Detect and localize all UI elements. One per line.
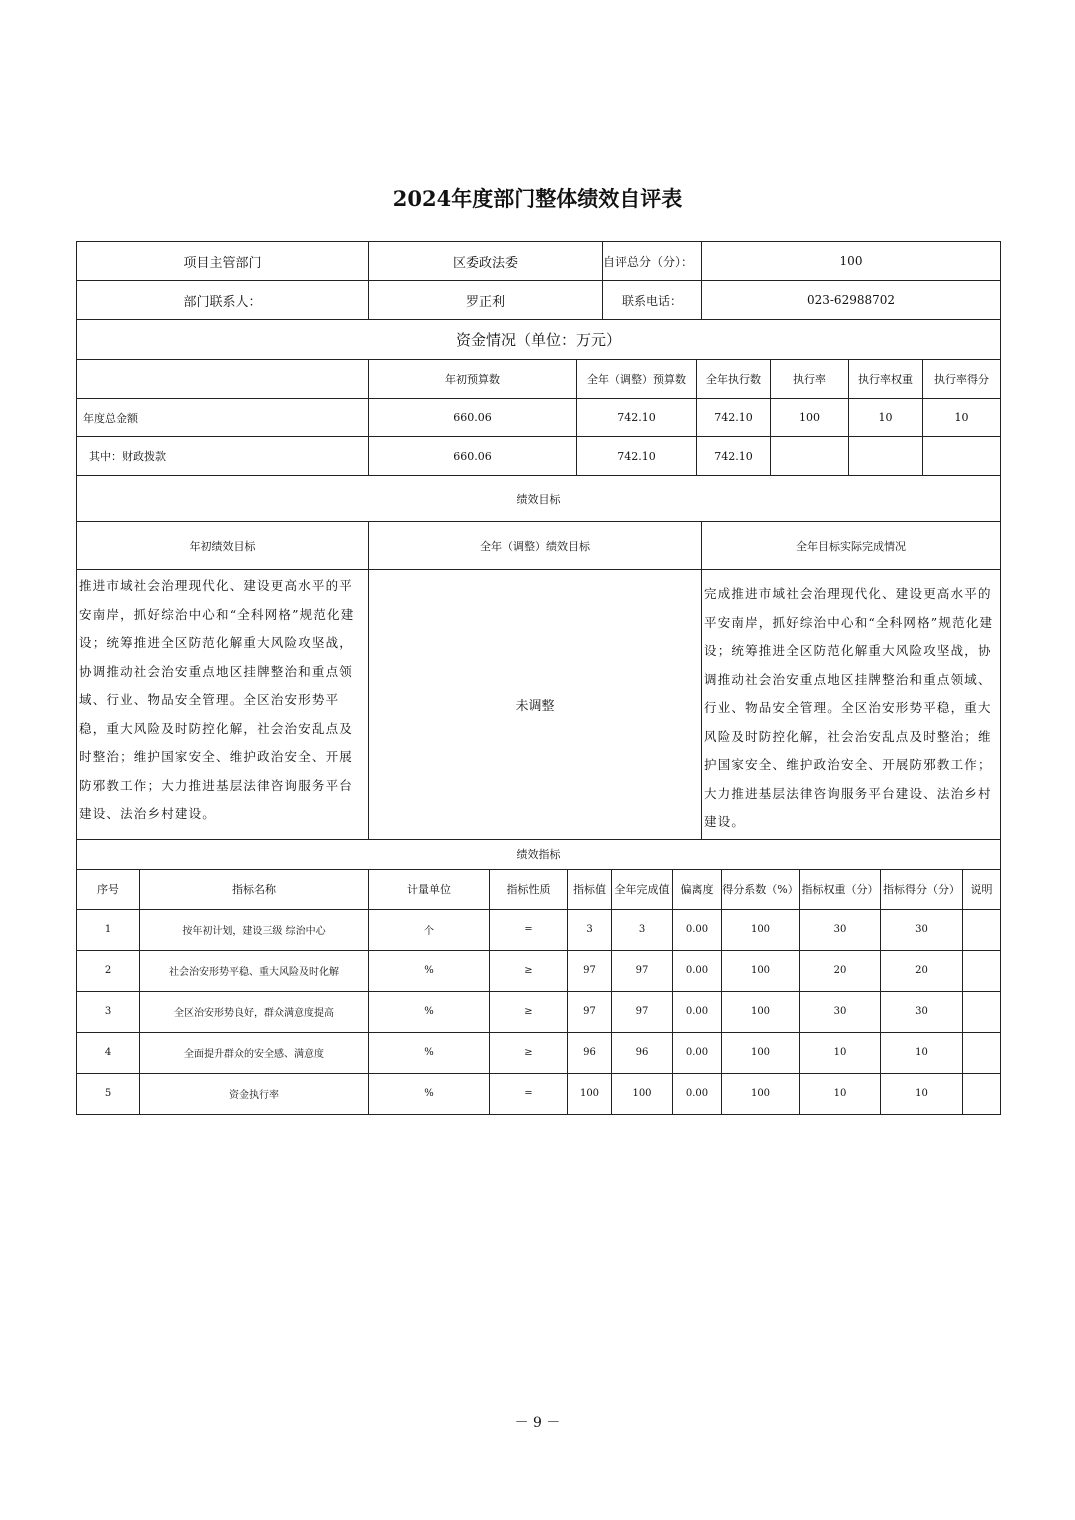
funds-cell: 660.06 (369, 437, 577, 476)
indicator-cell: 100 (722, 909, 800, 950)
indicator-cell: 20 (881, 950, 963, 991)
funds-col: 执行率得分 (923, 360, 1001, 399)
funds-cell: 742.10 (697, 399, 771, 437)
goals-col: 年初绩效目标 (77, 522, 369, 570)
indicator-col: 说明 (963, 869, 1001, 909)
indicator-row (77, 1032, 1001, 1073)
indicator-cell: 0.00 (673, 1073, 722, 1114)
indicator-col: 指标值 (568, 869, 612, 909)
indicator-cell (963, 991, 1001, 1032)
indicator-col: 指标名称 (140, 869, 369, 909)
indicator-col: 序号 (77, 869, 140, 909)
funds-cell: 10 (849, 399, 923, 437)
funds-row-label: 其中：财政拨款 (77, 437, 369, 476)
indicator-cell: 97 (612, 950, 673, 991)
indicator-cell: 30 (881, 991, 963, 1032)
indicator-cell: 97 (568, 950, 612, 991)
indicator-cell: 3 (568, 909, 612, 950)
indicator-cell: % (369, 950, 490, 991)
indicator-cell: 10 (881, 1073, 963, 1114)
indicator-cell: 100 (722, 1073, 800, 1114)
indicator-cell: 全面提升群众的安全感、满意度 (140, 1032, 369, 1073)
goals-section-title: 绩效目标 (77, 476, 1001, 522)
indicator-cell: 96 (568, 1032, 612, 1073)
goals-table (76, 521, 1001, 870)
funds-col: 全年（调整）预算数 (577, 360, 697, 399)
evaluation-form (76, 241, 1000, 1115)
indicator-cell (963, 1073, 1001, 1114)
header-table (76, 241, 1001, 360)
funds-cell: 742.10 (697, 437, 771, 476)
indicator-col: 计量单位 (369, 869, 490, 909)
indicator-col: 偏离度 (673, 869, 722, 909)
funds-cell: 10 (923, 399, 1001, 437)
funds-cell (849, 437, 923, 476)
funds-col: 年初预算数 (369, 360, 577, 399)
indicator-cell: 100 (722, 950, 800, 991)
indicator-col: 得分系数（%） (722, 869, 800, 909)
indicator-cell: 0.00 (673, 950, 722, 991)
funds-cell: 742.10 (577, 437, 697, 476)
indicator-cell (963, 909, 1001, 950)
funds-cell (923, 437, 1001, 476)
funds-col: 执行率 (771, 360, 849, 399)
funds-col: 执行率权重 (849, 360, 923, 399)
funds-cell: 100 (771, 399, 849, 437)
indicator-cell: 100 (568, 1073, 612, 1114)
phone-value: 023-62988702 (702, 281, 1001, 320)
indicator-cell: 全区治安形势良好，群众满意度提高 (140, 991, 369, 1032)
dept-value: 区委政法委 (369, 242, 603, 281)
indicator-col: 指标权重（分） (800, 869, 881, 909)
indicator-cell: 0.00 (673, 909, 722, 950)
indicator-cell: 3 (612, 909, 673, 950)
indicator-cell: % (369, 1032, 490, 1073)
initial-goal-text: 推进市域社会治理现代化、建设更高水平的平安南岸，抓好综治中心和“全科网格”规范化建设；统筹推进全区防范化解重大风险攻坚战，协调推动社会治安重点地区挂牌整治和重点领域、行业、物品安全管理。全区治安形势平稳，重大风险及时防控化解，社会治安乱点及时整治；维护国家安全、维护政治安全、开展防邪教工作；大力推进基层法律咨询服务平台建设、法治乡村建设。 (77, 570, 369, 840)
indicator-cell: 0.00 (673, 991, 722, 1032)
indicator-cell: = (490, 1073, 568, 1114)
funds-row (77, 437, 1001, 476)
indicators-table (76, 869, 1001, 1115)
indicator-cell: ≥ (490, 991, 568, 1032)
goals-col: 全年（调整）绩效目标 (369, 522, 702, 570)
funds-table (76, 359, 1001, 522)
indicator-cell: % (369, 1073, 490, 1114)
phone-label: 联系电话： (603, 281, 702, 320)
indicator-cell: 3 (77, 991, 140, 1032)
score-label: 自评总分（分）： (603, 242, 702, 281)
indicator-cell: 10 (800, 1073, 881, 1114)
indicator-cell (963, 1032, 1001, 1073)
indicator-cell: ≥ (490, 950, 568, 991)
indicator-cell: 97 (612, 991, 673, 1032)
indicator-cell: 资金执行率 (140, 1073, 369, 1114)
indicator-cell (963, 950, 1001, 991)
indicator-col: 全年完成值 (612, 869, 673, 909)
indicator-cell: 96 (612, 1032, 673, 1073)
indicator-cell: 2 (77, 950, 140, 991)
funds-col: 全年执行数 (697, 360, 771, 399)
page-number: － 9 － (514, 1415, 561, 1431)
indicator-row (77, 950, 1001, 991)
indicator-cell: 按年初计划，建设三级 综治中心 (140, 909, 369, 950)
indicator-cell: 100 (722, 1032, 800, 1073)
indicator-cell: = (490, 909, 568, 950)
indicator-cell: 0.00 (673, 1032, 722, 1073)
funds-cell: 742.10 (577, 399, 697, 437)
indicator-cell: 100 (612, 1073, 673, 1114)
indicator-cell: % (369, 991, 490, 1032)
indicator-cell: 97 (568, 991, 612, 1032)
indicator-cell: 10 (800, 1032, 881, 1073)
indicator-cell: 个 (369, 909, 490, 950)
indicator-cell: 4 (77, 1032, 140, 1073)
actual-completion-text: 完成推进市域社会治理现代化、建设更高水平的平安南岸，抓好综治中心和“全科网格”规范化建设；统筹推进全区防范化解重大风险攻坚战，协调推动社会治安重点地区挂牌整治和重点领域、行业、物品安全管理。全区治安形势平稳，重大风险及时防控化解，社会治安乱点及时整治；维护国家安全、维护政治安全、开展防邪教工作；大力推进基层法律咨询服务平台建设、法治乡村建设。 (702, 570, 1001, 840)
funds-section-title: 资金情况（单位：万元） (77, 320, 1001, 360)
indicator-col: 指标得分（分） (881, 869, 963, 909)
indicator-cell: 10 (881, 1032, 963, 1073)
adjusted-goal-text: 未调整 (369, 570, 702, 840)
indicator-col: 指标性质 (490, 869, 568, 909)
indicator-row (77, 909, 1001, 950)
goals-col: 全年目标实际完成情况 (702, 522, 1001, 570)
score-value: 100 (702, 242, 1001, 281)
indicator-cell: ≥ (490, 1032, 568, 1073)
indicator-cell: 5 (77, 1073, 140, 1114)
indicator-cell: 社会治安形势平稳、重大风险及时化解 (140, 950, 369, 991)
indicator-cell: 30 (881, 909, 963, 950)
indicator-row (77, 1073, 1001, 1114)
indicator-cell: 30 (800, 991, 881, 1032)
funds-cell (771, 437, 849, 476)
indicators-section-title: 绩效指标 (77, 839, 1001, 869)
funds-cell: 660.06 (369, 399, 577, 437)
indicator-cell: 1 (77, 909, 140, 950)
dept-label: 项目主管部门 (77, 242, 369, 281)
contact-label: 部门联系人： (77, 281, 369, 320)
indicator-row (77, 991, 1001, 1032)
indicator-cell: 100 (722, 991, 800, 1032)
funds-row-label: 年度总金额 (77, 399, 369, 437)
page-title: 2024年度部门整体绩效自评表 (392, 186, 683, 211)
contact-value: 罗正利 (369, 281, 603, 320)
funds-row (77, 399, 1001, 437)
indicator-cell: 20 (800, 950, 881, 991)
indicator-cell: 30 (800, 909, 881, 950)
